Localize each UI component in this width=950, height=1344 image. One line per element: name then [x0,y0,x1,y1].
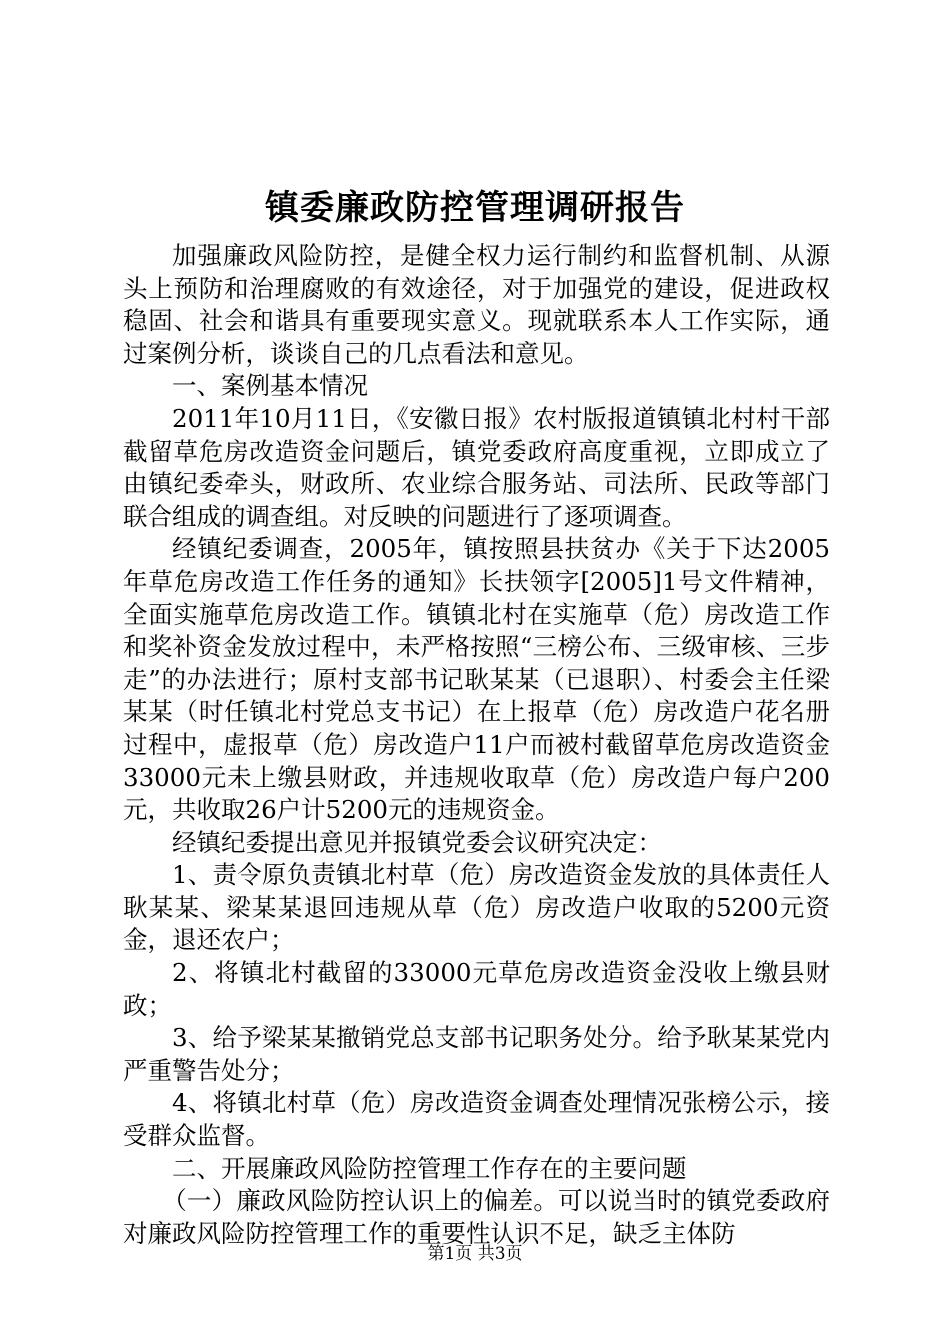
decision-item-4: 4、将镇北村草（危）房改造资金调查处理情况张榜公示，接受群众监督。 [123,1088,830,1151]
page-footer: 第1页 共3页 [427,1244,523,1264]
subsection-paragraph-1: （一）廉政风险防控认识上的偏差。可以说当时的镇党委政府对廉政风险防控管理工作的重要性认识不足，缺乏主体防 [123,1186,830,1248]
paragraph-investigation: 经镇纪委调查，2005年，镇按照县扶贫办《关于下达2005年草危房改造工作任务的通知》长扶领字[2005]1号文件精神，全面实施草危房改造工作。镇镇北村在实施草（危）房改造工作和奖补资金发放过程中，未严格按照“三榜公布、三级审核、三步走”的办法进行；原村支部书记耿某某（已退职）、村委会主任梁某某（时任镇北村党总支书记）在上报草（危）房改造户花名册过程中，虚报草（危）房改造户11户而被村截留草危房改造资金33000元未上缴县财政，并违规收取草（危）房改造户每户200元，共收取26户计5200元的违规资金。 [123,534,830,825]
section-heading-1: 一、案例基本情况 [172,371,368,401]
section-heading-2: 二、开展廉政风险防控管理工作存在的主要问题 [172,1153,687,1183]
document-title: 镇委廉政防控管理调研报告 [265,188,685,228]
paragraph-intro: 加强廉政风险防控，是健全权力运行制约和监督机制、从源头上预防和治理腐败的有效途径，对于加强党的建设，促进政权稳固、社会和谐具有重要现实意义。现就联系本人工作实际，通过案例分析，谈谈自己的几点看法和意见。 [123,241,830,368]
paragraph-case-report: 2011年10月11日，《安徽日报》农村版报道镇镇北村村干部截留草危房改造资金问题后，镇党委政府高度重视，立即成立了由镇纪委牵头，财政所、农业综合服务站、司法所、民政等部门联合组成的调查组。对反映的问题进行了逐项调查。 [123,403,830,531]
decision-item-1: 1、责令原负责镇北村草（危）房改造资金发放的具体责任人耿某某、梁某某退回违规从草（危）房改造户收取的5200元资金，退还农户； [123,860,830,955]
decision-item-2: 2、将镇北村截留的33000元草危房改造资金没收上缴县财政； [123,958,830,1020]
decision-item-3: 3、给予梁某某撤销党总支部书记职务处分。给予耿某某党内严重警告处分； [123,1023,830,1085]
document-body [123,240,830,1250]
paragraph-decision-intro: 经镇纪委提出意见并报镇党委会议研究决定： [172,827,662,857]
